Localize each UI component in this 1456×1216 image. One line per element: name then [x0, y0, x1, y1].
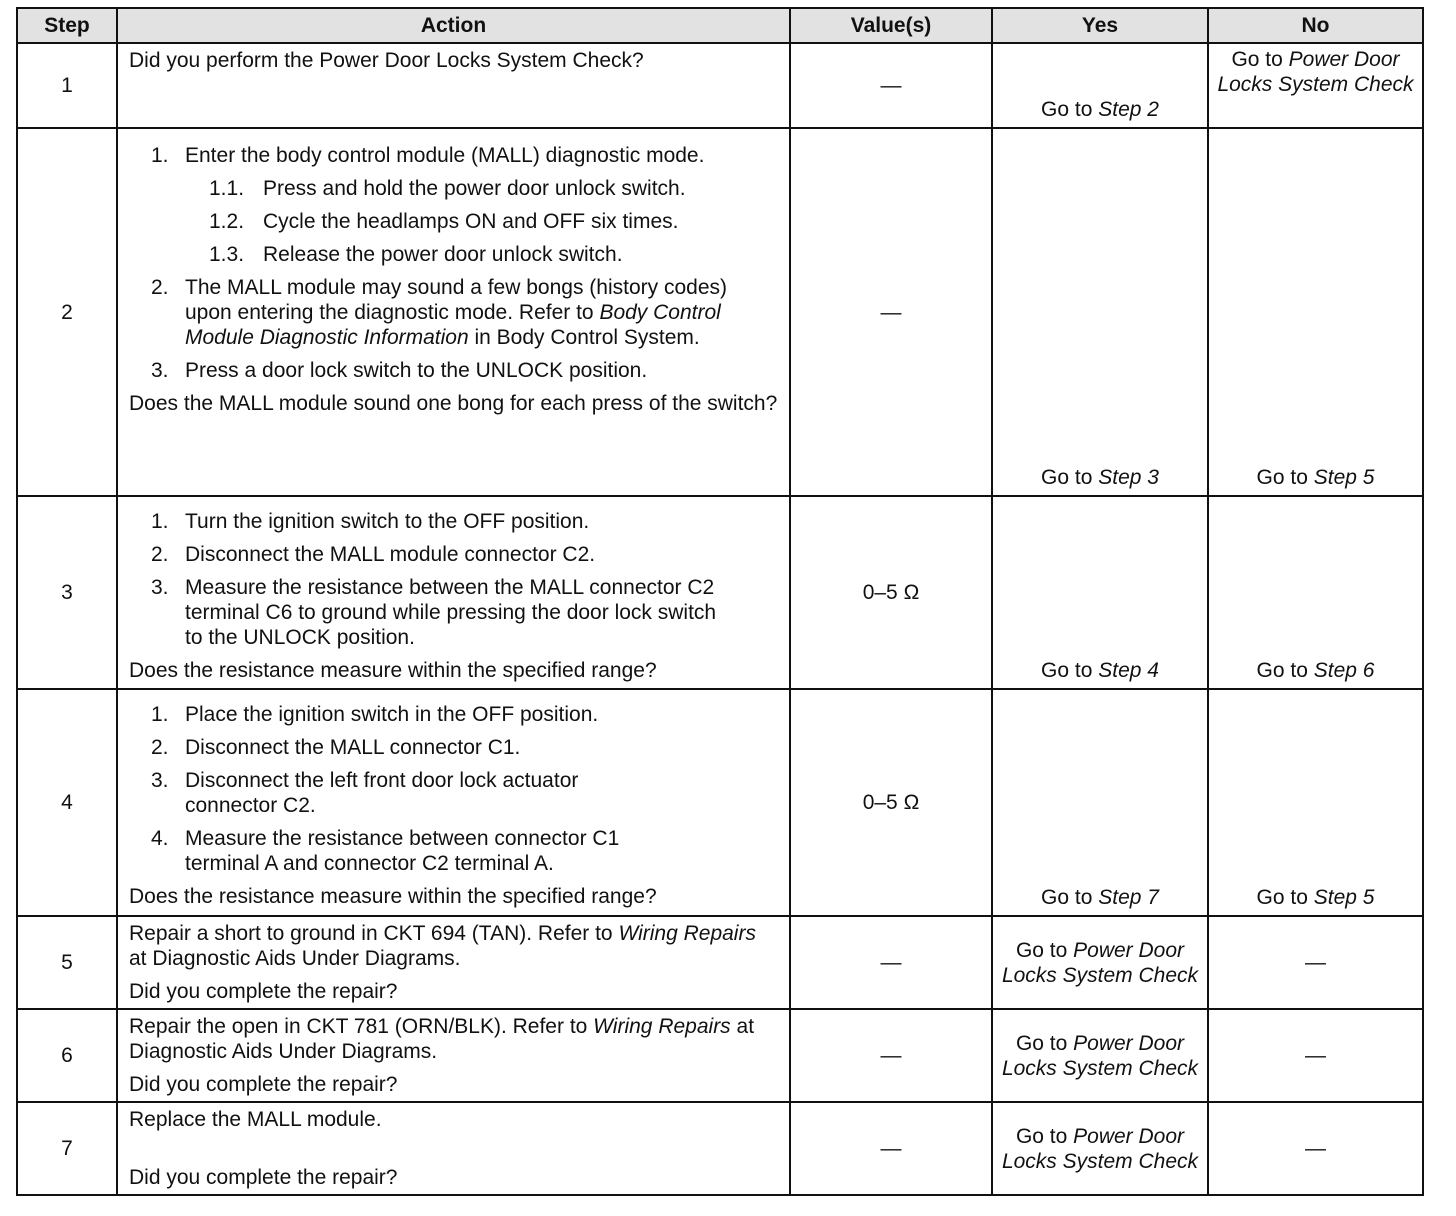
- yes-prefix: Go to: [1041, 98, 1099, 121]
- table-row: [17, 1102, 1423, 1195]
- header-yes: Yes: [992, 8, 1208, 43]
- yes-prefix: Go to: [1015, 1124, 1074, 1148]
- header-value: Value(s): [790, 8, 992, 43]
- action-question: Does the resistance measure within the specified range?: [129, 885, 657, 908]
- no-prefix: Go to: [1256, 466, 1314, 489]
- table-row: [17, 128, 1423, 496]
- yes-cell: [992, 689, 1208, 916]
- step-number: 3: [17, 496, 117, 689]
- no-link[interactable]: Step 6: [1313, 659, 1375, 682]
- step-number: 7: [17, 1102, 117, 1195]
- yes-link[interactable]: Step 4: [1098, 659, 1159, 682]
- table-row: [17, 1009, 1423, 1102]
- yes-cell: [992, 1009, 1208, 1102]
- action-question: Did you perform the Power Door Locks System Check?: [129, 49, 644, 72]
- sub-procedure-list: [185, 176, 779, 267]
- reference-link[interactable]: Wiring Repairs: [618, 922, 756, 945]
- yes-link[interactable]: Step 3: [1098, 466, 1159, 489]
- step-number: 1: [17, 43, 117, 128]
- no-cell: —: [1208, 1102, 1423, 1195]
- action-question: Did you complete the repair?: [129, 1166, 398, 1189]
- no-prefix: Go to: [1256, 659, 1314, 682]
- header-row: [17, 8, 1423, 43]
- procedure-list: [129, 143, 779, 383]
- yes-link[interactable]: Step 7: [1098, 886, 1159, 909]
- procedure-item: 3. Measure the resistance between the MALL connector C2 terminal C6 to ground while pressing the door lock switch to the UNLOCK position.: [151, 576, 717, 649]
- action-text: Replace the MALL module.: [129, 1108, 382, 1131]
- reference-link[interactable]: Wiring Repairs: [593, 1015, 731, 1038]
- no-link[interactable]: Power Door Locks System Check: [1217, 48, 1414, 96]
- procedure-list: [129, 702, 779, 876]
- procedure-list: [129, 509, 779, 650]
- table-row: [17, 689, 1423, 916]
- sub-procedure-item: 1.2. Cycle the headlamps ON and OFF six times.: [209, 210, 679, 233]
- value-cell: —: [790, 1102, 992, 1195]
- no-cell: —: [1208, 1009, 1423, 1102]
- yes-link[interactable]: Power Door Locks System Check: [1001, 938, 1199, 987]
- no-prefix: Go to: [1256, 886, 1314, 909]
- step-number: 4: [17, 689, 117, 916]
- table-row: [17, 43, 1423, 128]
- procedure-item: 3. Disconnect the left front door lock actuator connector C2.: [151, 769, 579, 817]
- yes-cell: [992, 128, 1208, 496]
- table-row: [17, 496, 1423, 689]
- action-question: Does the resistance measure within the specified range?: [129, 659, 657, 682]
- action-cell: [117, 128, 790, 496]
- value-cell: 0–5 Ω: [790, 496, 992, 689]
- action-cell: [117, 689, 790, 916]
- yes-cell: [992, 43, 1208, 128]
- procedure-item: 1. Place the ignition switch in the OFF position.: [151, 703, 599, 726]
- action-question: Did you complete the repair?: [129, 980, 398, 1003]
- action-cell: [117, 1102, 790, 1195]
- no-prefix: Go to: [1231, 48, 1289, 71]
- action-cell: [117, 496, 790, 689]
- action-cell: [117, 1009, 790, 1102]
- sub-procedure-item: 1.3. Release the power door unlock switch.: [209, 243, 623, 266]
- table-row: [17, 916, 1423, 1009]
- value-cell: —: [790, 43, 992, 128]
- action-text: Repair a short to ground in CKT 694 (TAN). Refer to Wiring Repairs at Diagnostic Aids Under Diagrams.: [129, 922, 756, 970]
- yes-prefix: Go to: [1041, 886, 1099, 909]
- yes-prefix: Go to: [1015, 1031, 1074, 1055]
- procedure-item: 1. Enter the body control module (MALL) diagnostic mode. 1.1. Press and hold the power door unlock switch. 1.2. Cycle the headlamps ON and OFF six times. 1.3. Release the power door unlock switch.: [151, 143, 779, 267]
- header-action: Action: [117, 8, 790, 43]
- procedure-item: 2. Disconnect the MALL connector C1.: [151, 736, 521, 759]
- header-step: Step: [17, 8, 117, 43]
- step-number: 2: [17, 128, 117, 496]
- value-cell: —: [790, 916, 992, 1009]
- action-cell: [117, 43, 790, 128]
- yes-prefix: Go to: [1015, 938, 1074, 962]
- yes-prefix: Go to: [1041, 659, 1099, 682]
- action-text: Repair the open in CKT 781 (ORN/BLK). Refer to Wiring Repairs at Diagnostic Aids Under Diagrams.: [129, 1015, 755, 1063]
- action-question: Does the MALL module sound one bong for each press of the switch?: [129, 392, 778, 415]
- no-link[interactable]: Step 5: [1313, 466, 1375, 489]
- action-question: Did you complete the repair?: [129, 1073, 398, 1096]
- no-cell: [1208, 496, 1423, 689]
- value-cell: 0–5 Ω: [790, 689, 992, 916]
- procedure-item: 1. Turn the ignition switch to the OFF position.: [151, 510, 590, 533]
- yes-prefix: Go to: [1041, 466, 1099, 489]
- header-no: No: [1208, 8, 1423, 43]
- no-cell: [1208, 43, 1423, 128]
- action-cell: [117, 916, 790, 1009]
- yes-cell: [992, 916, 1208, 1009]
- step-number: 6: [17, 1009, 117, 1102]
- yes-link[interactable]: Power Door Locks System Check: [1001, 1124, 1199, 1173]
- diagnostic-table: [16, 7, 1424, 1196]
- step-number: 5: [17, 916, 117, 1009]
- yes-link[interactable]: Power Door Locks System Check: [1001, 1031, 1199, 1080]
- value-cell: —: [790, 128, 992, 496]
- yes-link[interactable]: Step 2: [1098, 98, 1159, 121]
- procedure-item: 3. Press a door lock switch to the UNLOCK position.: [151, 359, 648, 382]
- yes-cell: [992, 496, 1208, 689]
- sub-procedure-item: 1.1. Press and hold the power door unlock switch.: [209, 177, 686, 200]
- no-cell: —: [1208, 916, 1423, 1009]
- reference-link[interactable]: Body Control Module Diagnostic Information: [185, 301, 721, 349]
- procedure-item: 4. Measure the resistance between connector C1 terminal A and connector C2 terminal A.: [151, 827, 620, 875]
- value-cell: —: [790, 1009, 992, 1102]
- no-cell: [1208, 689, 1423, 916]
- procedure-item: 2. Disconnect the MALL module connector C2.: [151, 543, 596, 566]
- yes-cell: [992, 1102, 1208, 1195]
- no-link[interactable]: Step 5: [1313, 886, 1375, 909]
- no-cell: [1208, 128, 1423, 496]
- procedure-item: 2. The MALL module may sound a few bongs (history codes) upon entering the diagnostic mode. Refer to Body Control Module Diagnostic Information in Body Control System.: [151, 276, 727, 349]
